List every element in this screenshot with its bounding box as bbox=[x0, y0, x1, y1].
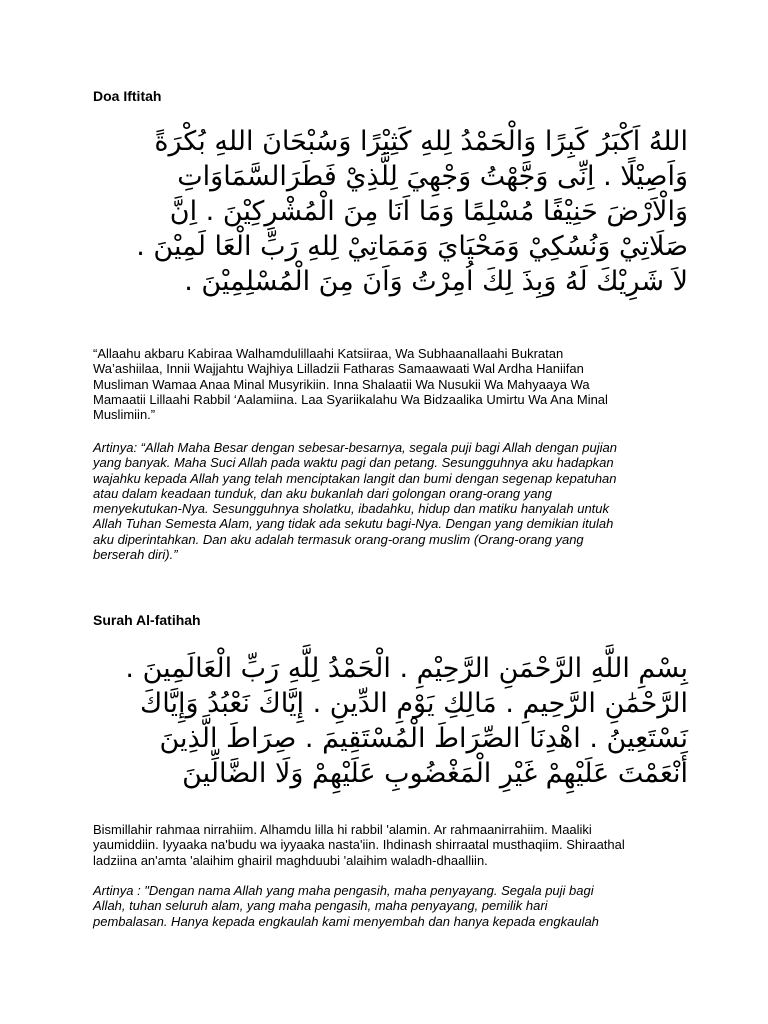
fatihah-arabic-line: الرَّحْمَٰنِ الرَّحِيمِ . مَالِكِ يَوْمِ الدِّينِ . إِيَّاكَ نَعْبُدُ وَإِيَّاكَ bbox=[139, 688, 688, 719]
iftitah-latin-line: Musliman Wamaa Anaa Minal Musyrikiin. Inna Shalaatii Wa Nusukii Wa Mahyaaya Wa bbox=[93, 376, 590, 392]
iftitah-heading: Doa Iftitah bbox=[93, 88, 162, 104]
fatihah-arabic-line: بِسْمِ اللَّهِ الرَّحْمَنِ الرَّحِيْمِ . الْحَمْدُ لِلَّهِ رَبِّ الْعَالَمِينَ . bbox=[125, 653, 688, 684]
fatihah-translation-text bbox=[93, 883, 683, 929]
iftitah-arabic-line: وَاَصِيْلًا . اِنِّى وَجَّهْتُ وَجْهِيَ لِلَّذِيْ فَطَرَالسَّمَاوَاتِ bbox=[177, 161, 688, 192]
iftitah-arabic-text bbox=[90, 124, 688, 299]
fatihah-latin-text bbox=[93, 822, 683, 868]
iftitah-latin-line: Muslimiin.” bbox=[93, 407, 156, 423]
fatihah-latin-line: yaumiddiin. Iyyaaka na'budu wa iyyaaka nasta'iin. Ihdinash shirraatal musthaqiim. Shiraathal bbox=[93, 837, 625, 853]
iftitah-translation-line: atau dalam keadaan tunduk, dan aku bukanlah dari golongan orang-orang yang bbox=[93, 485, 552, 501]
fatihah-arabic-line: أَنْعَمْتَ عَلَيْهِمْ غَيْرِ الْمَغْضُوبِ عَلَيْهِمْ وَلَا الضَّالِّينَ bbox=[182, 758, 688, 789]
fatihah-translation-line: pembalasan. Hanya kepada engkaulah kami menyembah dan hanya kepada engkaulah bbox=[93, 913, 599, 929]
iftitah-latin-line: Wa’ashiilaa, Innii Wajjahtu Wajhiya Lilladzii Fatharas Samaawaati Wal Ardha Haniifan bbox=[93, 361, 584, 377]
iftitah-translation-line: aku diperintahkan. Dan aku adalah termasuk orang-orang muslim (Orang-orang yang bbox=[93, 531, 584, 547]
iftitah-translation-line: wajahku kepada Allah yang telah menciptakan langit dan bumi dengan segenap kepatuhan bbox=[93, 470, 617, 486]
iftitah-translation-text bbox=[93, 440, 683, 562]
iftitah-translation-line: Artinya: “Allah Maha Besar dengan sebesar-besarnya, segala puji bagi Allah dengan pujian bbox=[93, 440, 617, 455]
iftitah-latin-text bbox=[93, 346, 683, 422]
fatihah-arabic-text bbox=[90, 651, 688, 791]
iftitah-arabic-line: وَالْاَرْضَ حَنِيْفًا مُسْلِمًا وَمَا اَنَا مِنَ الْمُشْرِكِيْنَ . اِنَّ bbox=[169, 196, 688, 227]
iftitah-arabic-line: لاَ شَرِيْكَ لَهُ وَبِذَ لِكَ اُمِرْتُ وَاَنَ مِنَ الْمُسْلِمِيْنَ . bbox=[184, 266, 688, 297]
fatihah-translation-line: Allah, tuhan seluruh alam, yang maha pengasih, maha penyayang, pemilik hari bbox=[93, 898, 548, 914]
iftitah-translation-line: Allah Tuhan Semesta Alam, yang tidak ada sekutu bagi-Nya. Dengan yang demikian itulah bbox=[93, 516, 614, 532]
fatihah-latin-line: ladziina an'amta 'alaihim ghairil maghduubi 'alaihim waladh-dhaalliin. bbox=[93, 852, 488, 868]
iftitah-translation-line: menyekutukan-Nya. Sesungguhnya sholatku, ibadahku, hidup dan matiku hanyalah untuk bbox=[93, 501, 610, 517]
fatihah-heading: Surah Al-fatihah bbox=[93, 612, 201, 628]
iftitah-latin-line: Mamaatii Lillaahi Rabbil ‘Aalamiina. Laa Syariikalahu Wa Bidzaalika Umirtu Wa Ana Minal bbox=[93, 391, 608, 407]
iftitah-translation-line: berserah diri).” bbox=[93, 547, 178, 563]
iftitah-arabic-line: اللهُ اَكْبَرُ كَبِرًا وَالْحَمْدُ لِلهِ كَثِيْرًا وَسُبْحَانَ اللهِ بُكْرَةً bbox=[154, 126, 688, 157]
iftitah-arabic-line: صَلَاتِيْ وَنُسُكِيْ وَمَحْيَايَ وَمَمَاتِيْ لِلهِ رَبِّ الْعَا لَمِيْنَ . bbox=[136, 231, 688, 262]
iftitah-latin-line: “Allaahu akbaru Kabiraa Walhamdulillaahi Katsiiraa, Wa Subhaanallaahi Bukratan bbox=[93, 346, 564, 361]
fatihah-translation-line: Artinya : "Dengan nama Allah yang maha pengasih, maha penyayang. Segala puji bagi bbox=[93, 883, 594, 898]
fatihah-arabic-line: نَسْتَعِينُ . اهْدِنَا الصِّرَاطَ الْمُسْتَقِيمَ . صِرَاطَ الَّذِينَ bbox=[159, 723, 688, 754]
iftitah-translation-line: yang banyak. Maha Suci Allah pada waktu pagi dan petang. Sesungguhnya aku hadapkan bbox=[93, 455, 614, 471]
fatihah-latin-line: Bismillahir rahmaa nirrahiim. Alhamdu lilla hi rabbil 'alamin. Ar rahmaanirrahiim. Maaliki bbox=[93, 822, 592, 837]
